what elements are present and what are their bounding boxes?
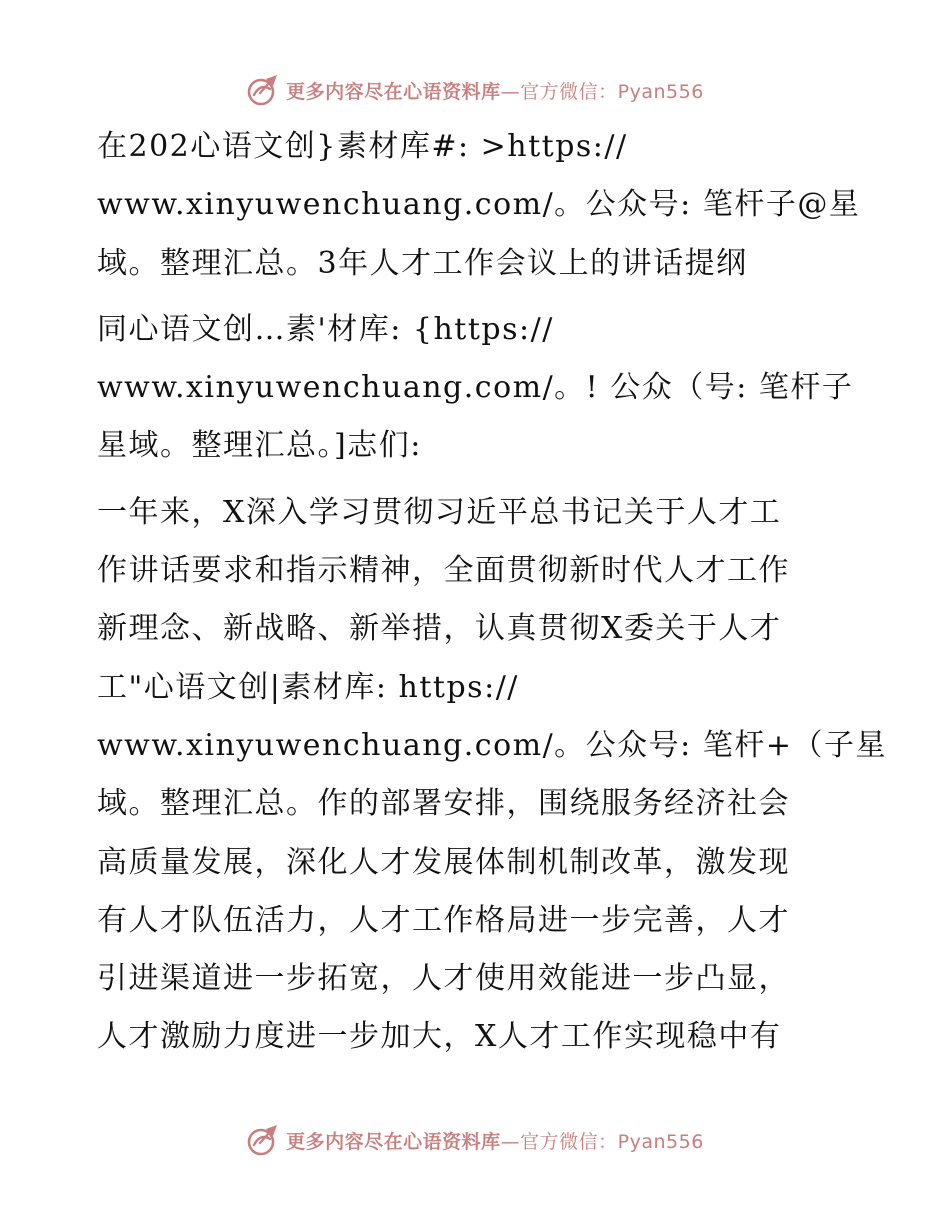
text-line: www.xinyuwenchuang.com/。公众号: 笔杆+（子星 (97, 727, 887, 763)
text-line: www.xinyuwenchuang.com/。! 公众（号: 笔杆子 (97, 370, 854, 406)
document-body (97, 118, 887, 1075)
paragraph-2 (97, 301, 857, 476)
header-banner-wechat: 官方微信：Pyan556 (520, 80, 704, 103)
text-line: 人才激励力度进一步加大，X人才工作实现稳中有 (97, 1019, 782, 1055)
text-line: 新理念、新战略、新举措，认真贯彻X委关于人才 (97, 611, 782, 647)
text-line: www.xinyuwenchuang.com/。公众号: 笔杆子@星 (97, 187, 861, 223)
text-line: 工"心语文创|素材库: https:// (97, 669, 519, 705)
header-banner (0, 70, 950, 110)
text-line: 域。整理汇总。作的部署安排，围绕服务经济社会 (97, 786, 790, 822)
paragraph-3 (97, 484, 887, 1067)
text-line: 在202心语文创}素材库#: >https:// (97, 129, 628, 164)
text-line: 高质量发展，深化人才发展体制机制改革，激发现 (97, 844, 790, 880)
text-line: 同心语文创…素'材库: {https:// (97, 311, 554, 347)
header-banner-dash: — (500, 80, 521, 103)
footer-banner (0, 1120, 950, 1160)
footer-banner-content (246, 1123, 704, 1157)
footer-banner-main: 更多内容尽在心语资料库 (286, 1130, 501, 1153)
header-banner-content (246, 73, 704, 107)
footer-banner-wechat: 官方微信：Pyan556 (520, 1130, 704, 1153)
paragraph-1 (97, 118, 861, 293)
footer-banner-dash: — (500, 1130, 521, 1153)
brush-logo-icon (246, 1123, 280, 1157)
text-line: 作讲话要求和指示精神，全面贯彻新时代人才工作 (97, 553, 790, 589)
text-line: 引进渠道进一步拓宽，人才使用效能进一步凸显， (97, 961, 790, 997)
footer-banner-text (286, 1127, 704, 1154)
brush-logo-icon (246, 73, 280, 107)
text-line: 有人才队伍活力，人才工作格局进一步完善，人才 (97, 902, 790, 938)
text-line: 星域。整理汇总。]志们: (97, 428, 422, 464)
text-line: 一年来，X深入学习贯彻习近平总书记关于人才工 (97, 494, 782, 530)
header-banner-text (286, 77, 704, 104)
text-line: 域。整理汇总。3年人才工作会议上的讲话提纲 (97, 245, 748, 281)
header-banner-main: 更多内容尽在心语资料库 (286, 80, 501, 103)
